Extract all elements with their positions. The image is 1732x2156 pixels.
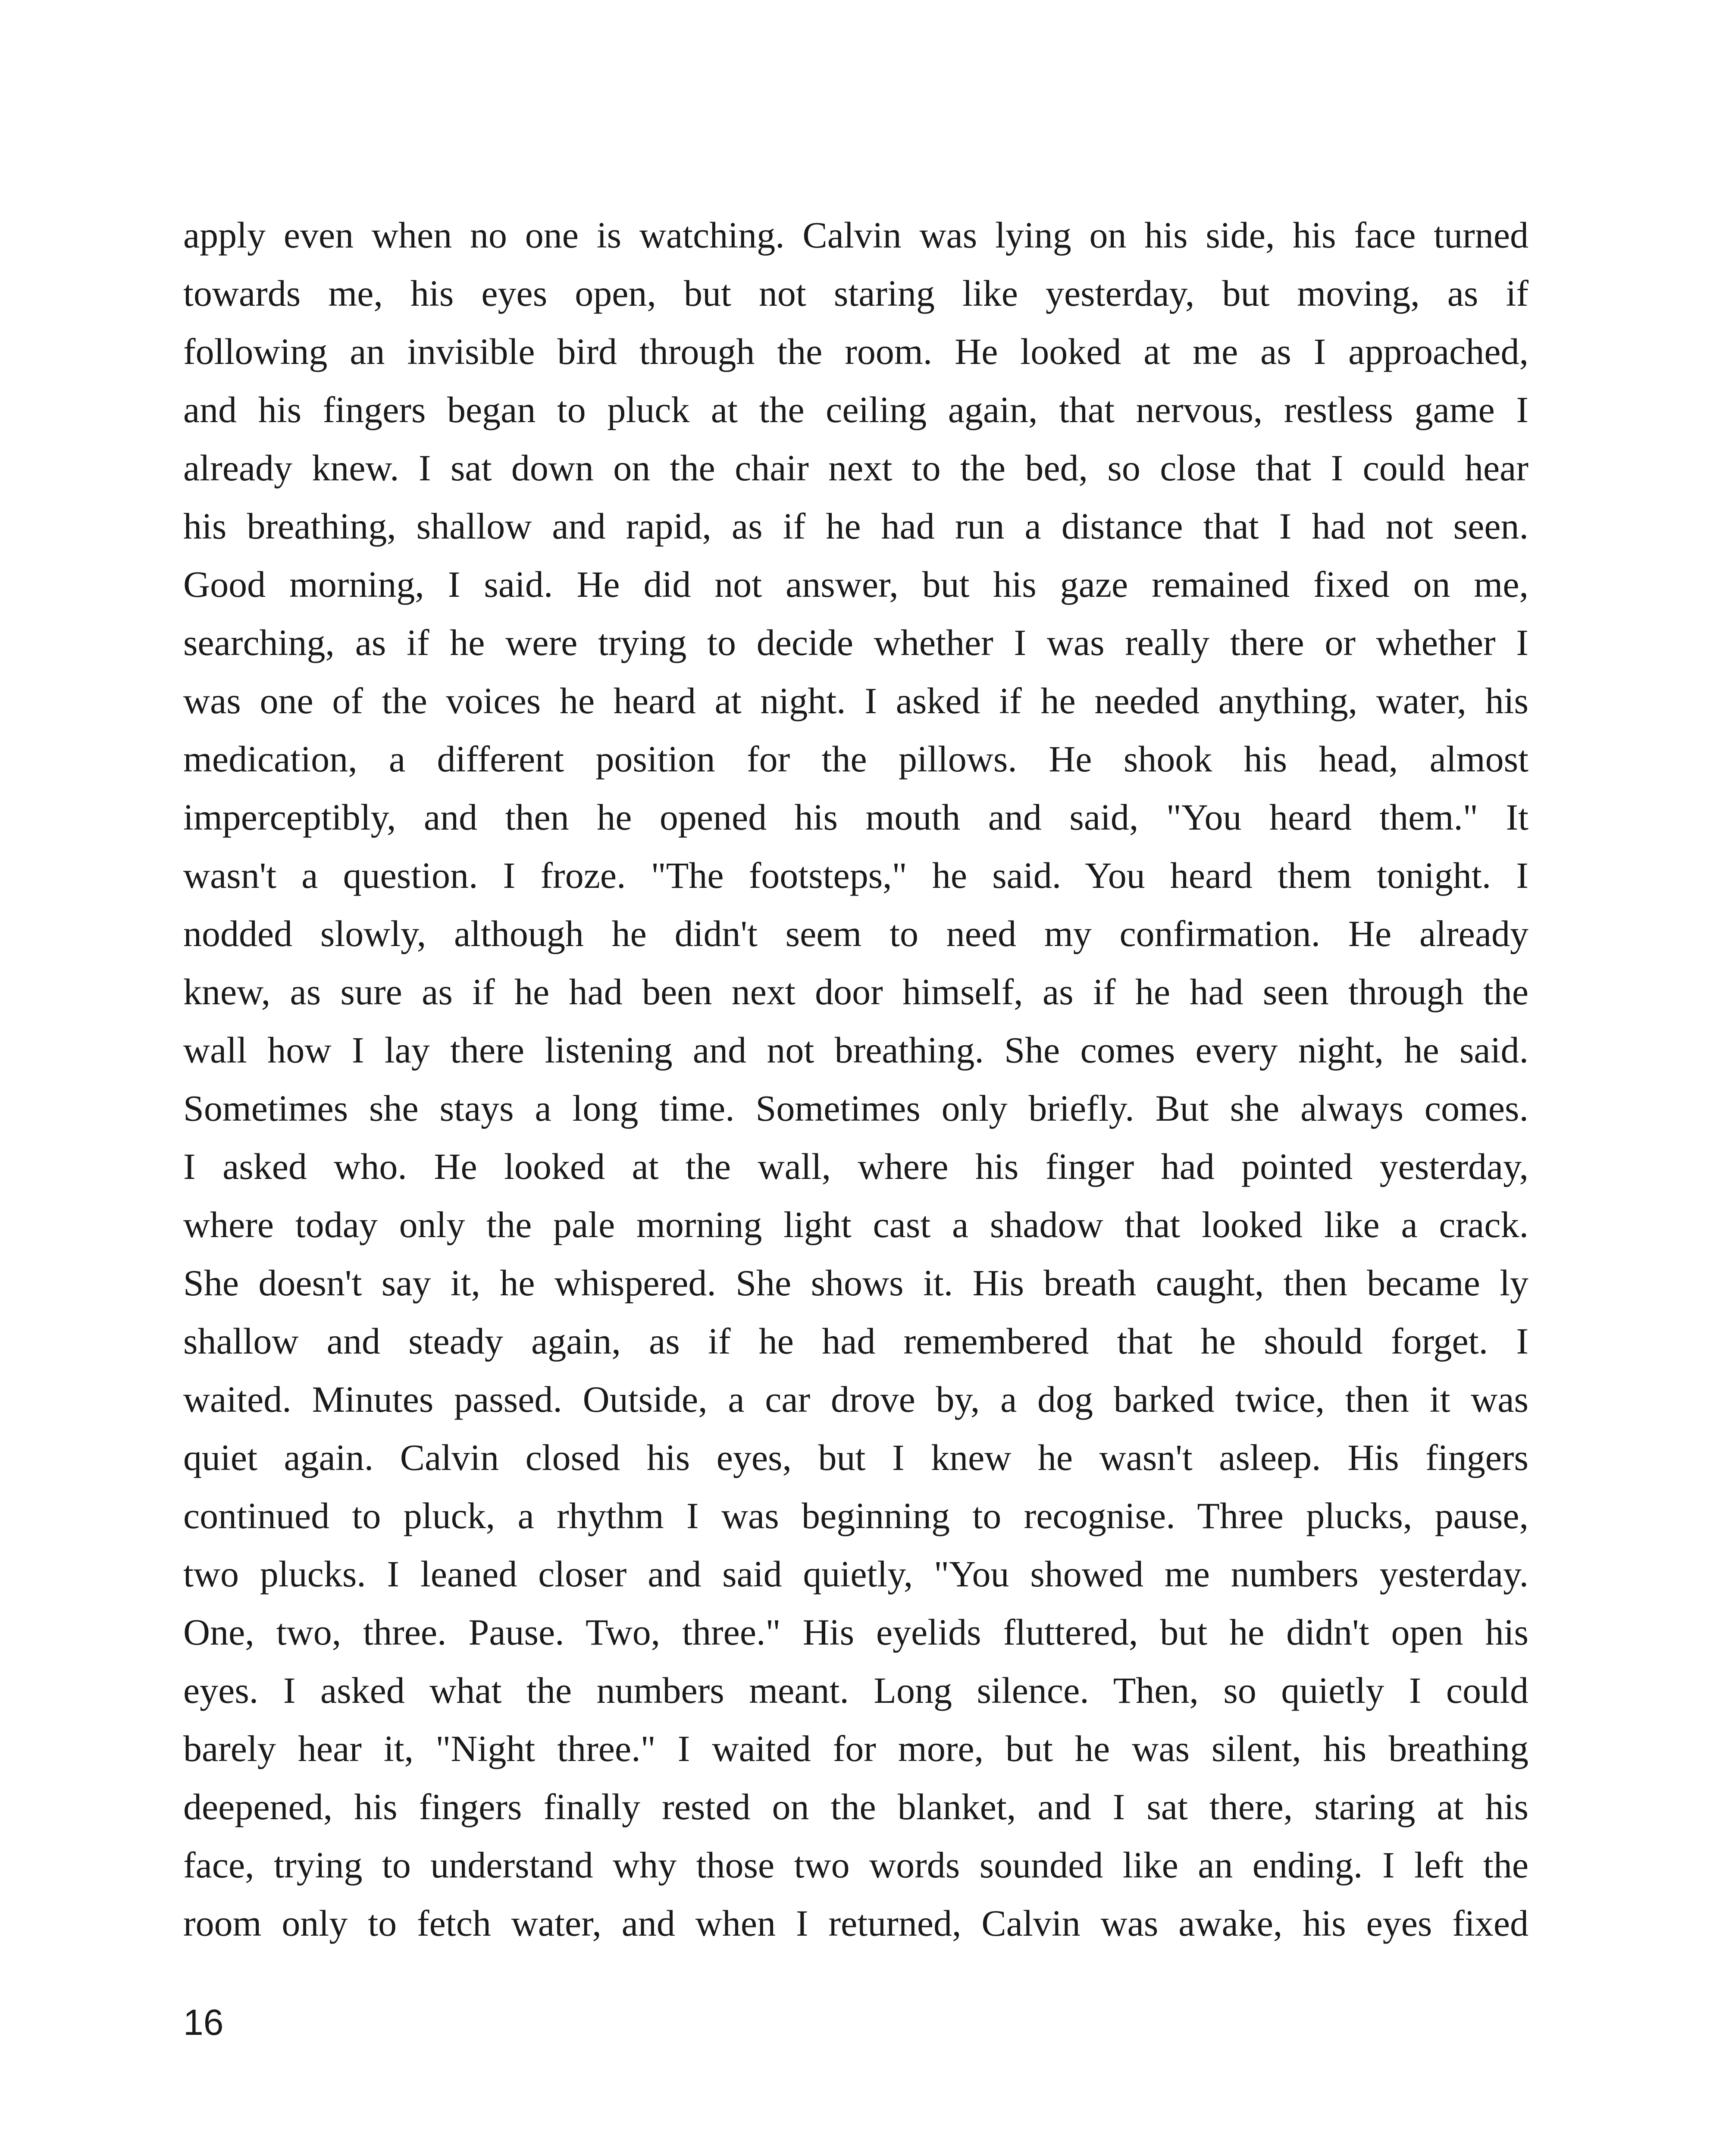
text-line: wasn't a question. I froze. "The footsteps," he said. You heard them tonight. I [183,855,1528,896]
text-line: following an invisible bird through the room. He looked at me as I approached, [183,331,1528,372]
text-line: room only to fetch water, and when I returned, Calvin was awake, his eyes fixed [183,1902,1528,1944]
body-text [183,206,1528,1952]
text-line: nodded slowly, although he didn't seem to need my confirmation. He already [183,913,1528,954]
text-line: medication, a different position for the pillows. He shook his head, almost [183,738,1528,780]
text-line: and his fingers began to pluck at the ceiling again, that nervous, restless game I [183,389,1528,430]
text-line: already knew. I sat down on the chair next to the bed, so close that I could hear [183,447,1528,489]
text-line: quiet again. Calvin closed his eyes, but I knew he wasn't asleep. His fingers [183,1437,1528,1478]
text-line: imperceptibly, and then he opened his mouth and said, "You heard them." It [183,796,1528,838]
text-line: barely hear it, "Night three." I waited for more, but he was silent, his breathing [183,1728,1528,1769]
text-line: searching, as if he were trying to decide whether I was really there or whether I [183,622,1528,663]
page-number: 16 [183,2002,224,2043]
text-line: wall how I lay there listening and not breathing. She comes every night, he said. [183,1029,1528,1071]
text-line: towards me, his eyes open, but not staring like yesterday, but moving, as if [183,273,1528,314]
text-line: deepened, his fingers finally rested on the blanket, and I sat there, staring at his [183,1786,1528,1827]
text-line: Sometimes she stays a long time. Sometimes only briefly. But she always comes. [183,1087,1528,1129]
text-line: eyes. I asked what the numbers meant. Long silence. Then, so quietly I could [183,1670,1528,1711]
text-line: his breathing, shallow and rapid, as if he had run a distance that I had not seen. [183,505,1528,547]
text-line: She doesn't say it, he whispered. She shows it. His breath caught, then became ly [183,1262,1528,1304]
text-line: apply even when no one is watching. Calvin was lying on his side, his face turned [183,214,1528,256]
text-line: face, trying to understand why those two words sounded like an ending. I left the [183,1844,1528,1886]
text-line: shallow and steady again, as if he had remembered that he should forget. I [183,1320,1528,1362]
text-line: continued to pluck, a rhythm I was beginning to recognise. Three plucks, pause, [183,1495,1528,1536]
text-line: I asked who. He looked at the wall, where his finger had pointed yesterday, [183,1146,1528,1187]
text-line: waited. Minutes passed. Outside, a car drove by, a dog barked twice, then it was [183,1379,1528,1420]
text-line: where today only the pale morning light cast a shadow that looked like a crack. [183,1204,1528,1245]
text-line: was one of the voices he heard at night. I asked if he needed anything, water, his [183,680,1528,721]
text-line: Good morning, I said. He did not answer, but his gaze remained fixed on me, [183,564,1528,605]
text-line: knew, as sure as if he had been next door himself, as if he had seen through the [183,971,1528,1012]
text-line: two plucks. I leaned closer and said quietly, "You showed me numbers yesterday. [183,1553,1528,1595]
text-line: One, two, three. Pause. Two, three." His eyelids fluttered, but he didn't open his [183,1611,1528,1653]
